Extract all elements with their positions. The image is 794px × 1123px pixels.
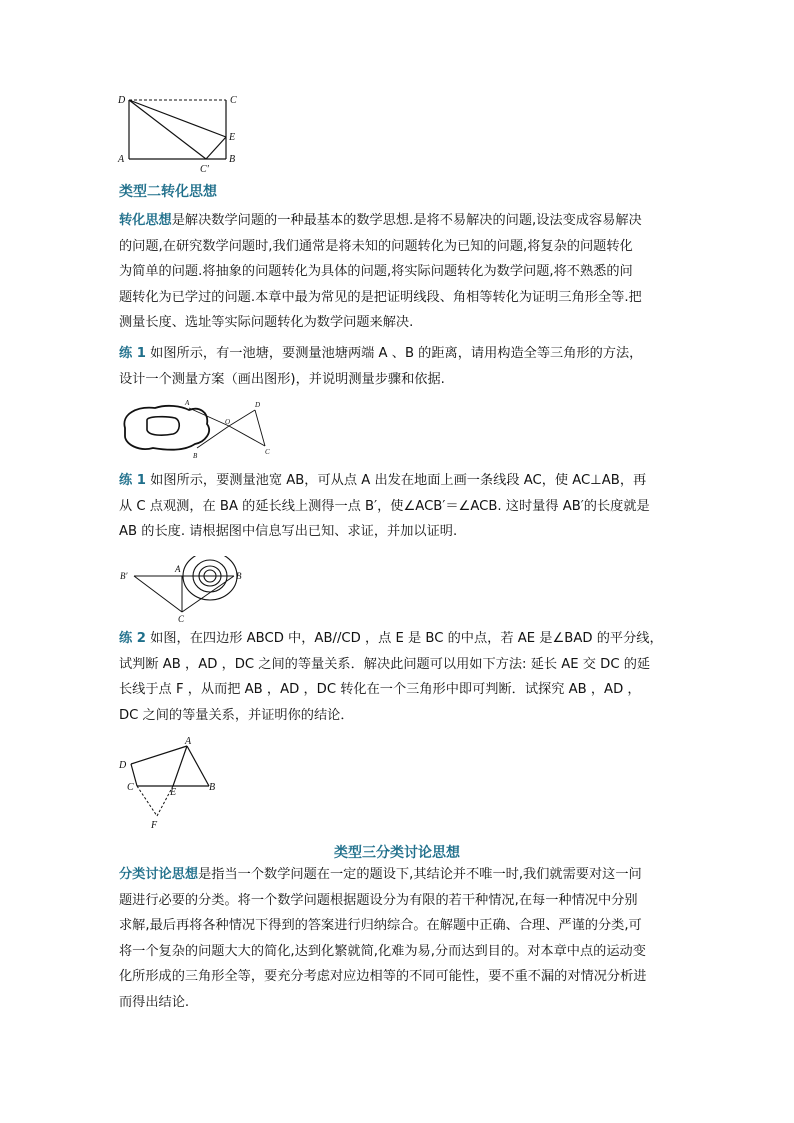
label-A: A: [185, 399, 190, 407]
label-B: B: [229, 154, 236, 165]
pond-ring-outer: [183, 556, 237, 600]
label-D: D: [119, 760, 127, 771]
label-C: C: [230, 95, 237, 106]
segment-AO: [189, 408, 229, 426]
label-C: C: [127, 782, 134, 793]
label-C: C: [178, 614, 185, 624]
figure-rectangle-fold: [114, 90, 244, 178]
exercise-label: 练 2: [119, 631, 146, 646]
label-D: D: [118, 95, 126, 106]
segment-AB: [187, 746, 209, 786]
label-A: A: [118, 154, 125, 165]
label-C: C: [265, 448, 270, 456]
label-A: A: [185, 736, 192, 747]
segment-OB: [197, 426, 229, 448]
segment-BpC: [134, 576, 182, 612]
section-heading-conversion: 类型二转化思想: [119, 184, 217, 200]
segment-CF: [137, 786, 157, 816]
figure-quadrilateral: [113, 734, 223, 834]
segment-DO: [229, 410, 255, 426]
label-O: O: [225, 418, 231, 426]
figure-pond: [117, 396, 277, 466]
section-heading-classification: 类型三分类讨论思想: [334, 845, 460, 861]
segment-DA: [131, 746, 187, 764]
label-Cp: C': [200, 164, 209, 175]
exercise-label: 练 1: [119, 473, 146, 488]
segment-OC: [229, 426, 265, 446]
paragraph-conversion-thinking: 转化思想是解决数学问题的一种最基本的数学思想.是将不易解决的问题,设法变成容易解决 的问题,在研究数学问题时,我们通常是将未知的问题转化为已知的问题,将复杂的问题转化 为简单的问题.将抽象的问题转化为具体的问题,将实际问题转化为数学问题,将不熟悉的问 题转化为已学过的问题.本章中最为常见的是把证明线段、角相等转化为证明三角形全等.把 测量长度、选址等实际问题转化为数学问题来解决.: [119, 213, 642, 331]
label-E: E: [170, 787, 177, 798]
keyword-conversion: 转化思想: [119, 213, 172, 228]
segment-DCp: [129, 100, 206, 159]
exercise-1-pond-width: 练 1 如图所示，要测量池宽 AB，可从点 A 出发在地面上画一条线段 AC，使 AC⊥AB，再 从 C 点观测，在 BA 的延长线上测得一点 B′，使∠ACB′＝∠ACB. 这时量得 AB′的长度就是 AB 的长度. 请根据图中信息写出已知、求证，并加以证明.: [119, 473, 650, 540]
figure-pond-width: [116, 556, 256, 626]
exercise-2-quadrilateral: 练 2 如图，在四边形 ABCD 中，AB//CD ，点 E 是 BC 的中点，若 AE 是∠BAD 的平分线， 试判断 AB ，AD ，DC 之间的等量关系．解决此问题可以用如下方法: 延长 AE 交 DC 的延 长线于点 F ，从而把 AB ，AD ，DC 转化在一个三角形中即可判断．试探究 AB ，AD ， DC 之间的等量关系，并证明你的结论．: [119, 631, 663, 723]
label-B: B: [236, 571, 242, 581]
label-B: B: [193, 452, 198, 460]
label-B: B: [209, 782, 216, 793]
label-Bp: B′: [120, 571, 128, 581]
label-A: A: [175, 564, 181, 574]
label-D: D: [255, 401, 261, 409]
pond-inner-island: [147, 417, 179, 436]
segment-DE: [129, 100, 226, 137]
segment-AE: [173, 746, 187, 786]
exercise-1-pond: 练 1 如图所示，有一池塘，要测量池塘两端 A 、B 的距离，请用构造全等三角形的方法， 设计一个测量方案（画出图形)，并说明测量步骤和依据.: [119, 346, 643, 387]
label-E: E: [229, 132, 236, 143]
keyword-classification: 分类讨论思想: [119, 867, 199, 882]
segment-DC: [255, 410, 265, 446]
segment-CpE: [206, 137, 226, 159]
paragraph-classification-thinking: 分类讨论思想是指当一个数学问题在一定的题设下,其结论并不唯一时,我们就需要对这一问 题进行必要的分类。将一个数学问题根据题设分为有限的若干种情况,在每一种情况中分别 求解,最后再将各种情况下得到的答案进行归纳综合。在解题中正确、合理、严谨的分类,可 将一个复杂的问题大大的简化,达到化繁就简,化难为易,分而达到目的。对本章中点的运动变 化所形成的三角形全等，要充分考虑对应边相等的不同可能性，要不重不漏的对情况分析进 而得出结论.: [119, 867, 647, 1010]
label-F: F: [151, 820, 158, 831]
pond-outer-outline: [124, 406, 209, 450]
exercise-label: 练 1: [119, 346, 146, 361]
